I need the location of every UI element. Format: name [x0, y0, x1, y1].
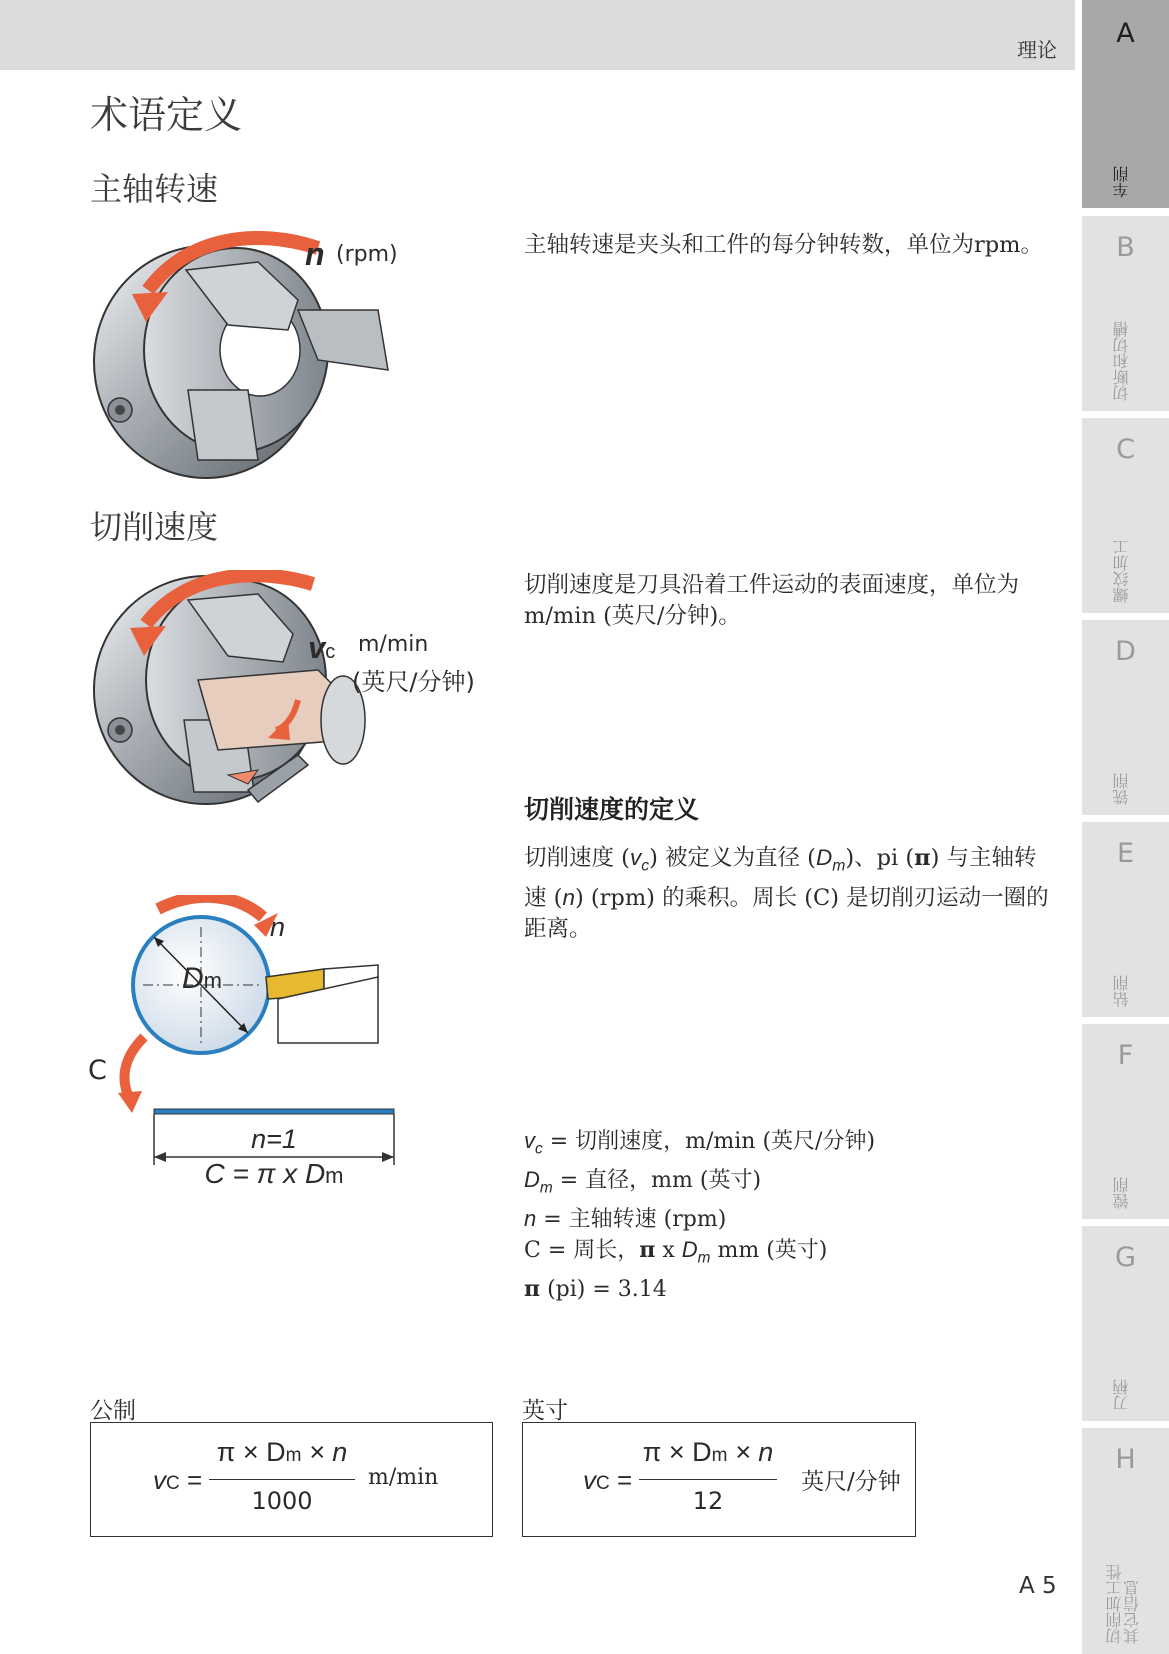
page-title: 术语定义	[90, 93, 243, 137]
chuck-illustration	[88, 230, 418, 482]
tab-label: 切断和切槽	[1112, 321, 1131, 401]
cutting-speed-heading: 切削速度	[90, 508, 219, 546]
vc-unit-metric: m/min	[358, 632, 429, 657]
def-part: 切削速度 (	[524, 845, 630, 871]
vc-symbol-v: v	[308, 630, 326, 665]
sym-sub: m	[697, 1249, 711, 1267]
chuck-workpiece-illustration	[88, 570, 388, 810]
tab-label: 螺纹加工	[1112, 539, 1131, 603]
tab-label: 铣削	[1112, 773, 1131, 805]
tab-label: 车削	[1112, 166, 1131, 198]
imperial-label: 英寸	[522, 1398, 568, 1424]
def-line-vc	[524, 1126, 875, 1165]
c-equation-sub: m	[325, 1163, 344, 1188]
tab-label: 切削加工性 其它信息	[1105, 1564, 1142, 1644]
def-text: x	[655, 1238, 682, 1264]
sym: v	[524, 1128, 535, 1153]
pi-symbol: π	[639, 1237, 656, 1264]
def-line-pi	[524, 1274, 875, 1306]
diameter-sub: m	[203, 968, 222, 993]
section-tabs	[1082, 0, 1169, 1654]
tab-letter: C	[1116, 434, 1135, 465]
lhs-v: v	[153, 1465, 166, 1495]
tab-letter: F	[1117, 1040, 1134, 1071]
tab-label: 钻削	[1112, 975, 1131, 1007]
metric-lhs: vC =	[153, 1465, 203, 1495]
def-text: C = 周长，	[524, 1238, 640, 1264]
def-text: (pi) = 3.14	[540, 1277, 667, 1303]
sym: D	[681, 1237, 698, 1263]
vc-unit-imperial: (英尺/分钟)	[352, 668, 475, 696]
diameter-label	[182, 962, 222, 996]
imperial-lhs: vC =	[583, 1465, 633, 1495]
vc-symbol-sub: c	[325, 641, 336, 663]
num-tail: × n	[727, 1437, 774, 1467]
n-label: n	[270, 912, 286, 942]
tab-letter: E	[1116, 838, 1135, 869]
sym: n	[524, 1205, 537, 1231]
c-equation	[154, 1158, 394, 1190]
def-part: ) 被定义为直径 (	[649, 845, 816, 871]
def-part: m	[832, 857, 846, 875]
tab-c[interactable]	[1082, 418, 1169, 613]
tab-label: 刀柄	[1112, 1379, 1131, 1411]
definition-text	[524, 842, 1054, 945]
tab-b[interactable]	[1082, 216, 1169, 411]
def-line-c	[524, 1235, 875, 1274]
num-main: π × D	[642, 1437, 712, 1467]
num-sub: m	[711, 1445, 728, 1466]
spindle-text: 主轴转速是夹头和工件的每分钟转数，单位为rpm。	[524, 232, 1043, 258]
metric-formula-box	[90, 1422, 493, 1537]
def-text: = 切削速度，m/min (英尺/分钟)	[542, 1129, 876, 1154]
def-part: n	[562, 884, 575, 910]
sym-sub: m	[539, 1179, 553, 1197]
metric-denominator: 1000	[251, 1487, 313, 1515]
rpm-symbol: n	[305, 236, 325, 272]
tab-f[interactable]	[1082, 1024, 1169, 1219]
def-part: ) (rpm) 的乘积。周长 (C) 是切削刃运动一圈的距离。	[524, 884, 1049, 942]
imperial-fraction-bar	[639, 1479, 777, 1480]
tab-g[interactable]	[1082, 1226, 1169, 1421]
diameter-d: D	[182, 962, 204, 995]
tab-letter: H	[1115, 1444, 1136, 1475]
def-text: mm (英寸)	[710, 1238, 828, 1264]
metric-unit: m/min	[368, 1465, 439, 1490]
header-section-title: 理论	[1017, 38, 1057, 62]
def-part: ) 与主轴转速 (	[524, 845, 1037, 911]
spindle-heading: 主轴转速	[90, 170, 219, 208]
pi-symbol: π	[524, 1276, 541, 1303]
page-number: A 5	[1019, 1573, 1057, 1599]
def-part: )、pi (	[845, 845, 915, 871]
lhs-v: v	[583, 1465, 596, 1495]
lhs-sub: C	[596, 1473, 610, 1494]
imperial-unit: 英尺/分钟	[801, 1469, 901, 1495]
tab-letter: G	[1115, 1242, 1136, 1273]
def-part: c	[641, 857, 650, 875]
def-line-n	[524, 1204, 875, 1236]
tab-letter: D	[1115, 636, 1136, 667]
imperial-formula-box	[522, 1422, 916, 1537]
n-equation: n=1	[251, 1124, 297, 1154]
sym-sub: c	[535, 1140, 543, 1158]
metric-fraction-bar	[209, 1479, 355, 1480]
num-main: π × D	[216, 1437, 286, 1467]
metric-label: 公制	[90, 1398, 136, 1424]
tab-e[interactable]	[1082, 822, 1169, 1017]
def-part: v	[629, 845, 642, 870]
def-part: π	[914, 845, 931, 871]
def-part: D	[815, 845, 833, 870]
imperial-numerator	[639, 1437, 777, 1468]
def-line-dm	[524, 1165, 875, 1204]
c-label: C	[88, 1055, 107, 1086]
header-bar	[0, 0, 1075, 70]
cutting-speed-text: 切削速度是刀具沿着工件运动的表面速度，单位为m/min (英尺/分钟)。	[524, 572, 1020, 629]
lhs-sub: C	[166, 1473, 180, 1494]
symbol-definitions	[524, 1126, 875, 1306]
tab-letter: B	[1116, 232, 1135, 263]
metric-numerator	[209, 1437, 355, 1468]
tab-h[interactable]	[1082, 1428, 1169, 1654]
tab-letter: A	[1116, 18, 1135, 49]
tab-label: 镗削	[1112, 1177, 1131, 1209]
rpm-unit: (rpm)	[336, 242, 398, 267]
sym: D	[524, 1166, 540, 1192]
def-text: = 直径，mm (英寸)	[552, 1167, 762, 1193]
tab-d[interactable]	[1082, 620, 1169, 815]
def-text: = 主轴转速 (rpm)	[536, 1206, 727, 1232]
vc-symbol	[308, 630, 335, 666]
c-equation-main: C = π x D	[204, 1158, 326, 1189]
num-sub: m	[285, 1445, 302, 1466]
num-tail: × n	[301, 1437, 348, 1467]
tab-a[interactable]	[1082, 0, 1169, 208]
definition-heading: 切削速度的定义	[524, 795, 700, 824]
imperial-denominator: 12	[692, 1487, 724, 1515]
